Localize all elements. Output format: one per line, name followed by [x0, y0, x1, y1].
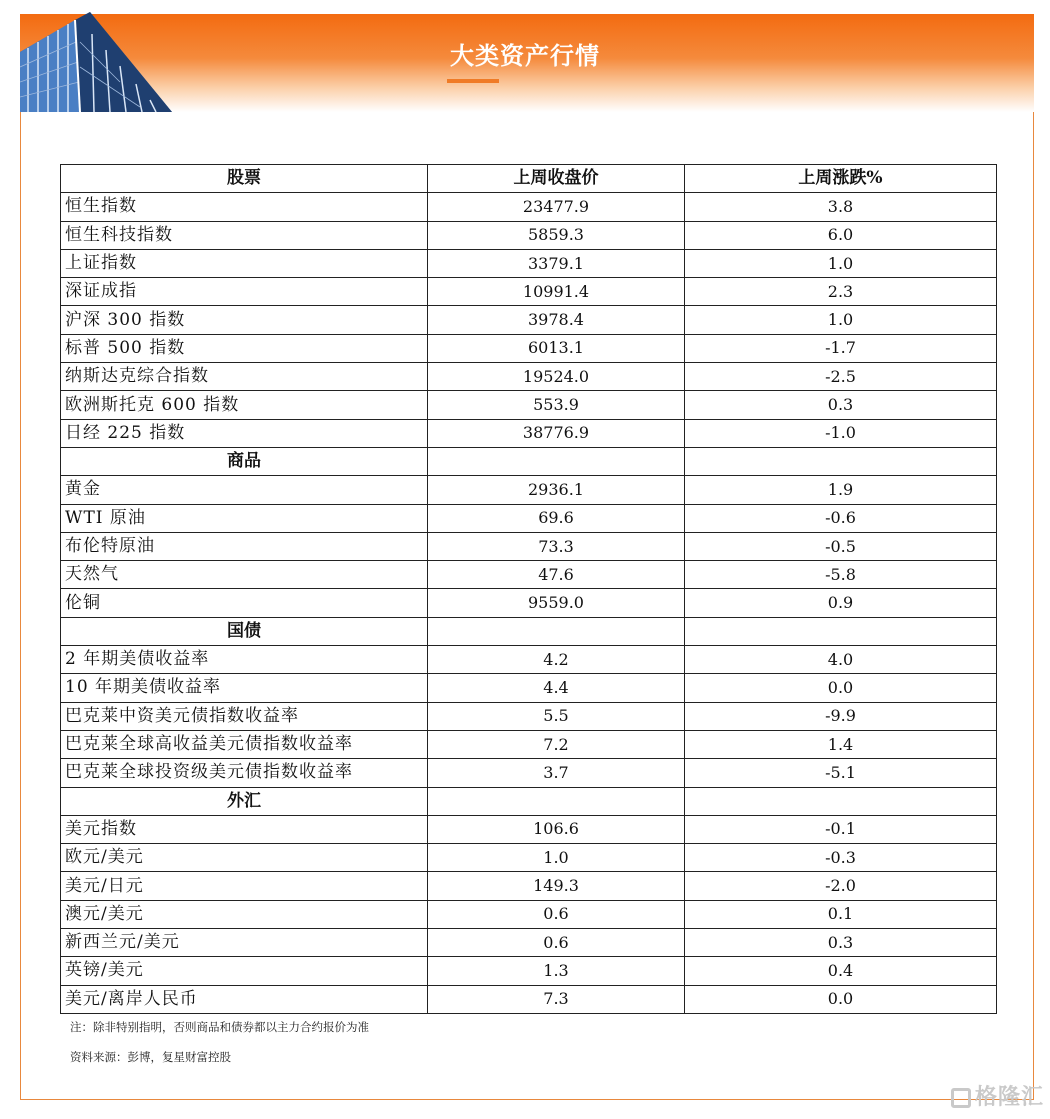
close-price: 5.5 [428, 702, 685, 730]
asset-name: 巴克莱中资美元债指数收益率 [61, 702, 428, 730]
asset-name: 巴克莱全球投资级美元债指数收益率 [61, 759, 428, 787]
category-label: 国债 [61, 617, 428, 645]
close-price: 149.3 [428, 872, 685, 900]
close-price: 2936.1 [428, 476, 685, 504]
header-close: 上周收盘价 [428, 165, 685, 193]
weekly-change: 0.4 [685, 957, 997, 985]
weekly-change: 6.0 [685, 221, 997, 249]
weekly-change: -2.0 [685, 872, 997, 900]
table-row [61, 815, 997, 843]
weekly-change: 1.0 [685, 249, 997, 277]
asset-name: 欧元/美元 [61, 844, 428, 872]
table-row [61, 674, 997, 702]
category-empty-change [685, 787, 997, 815]
asset-name: 美元/离岸人民币 [61, 985, 428, 1013]
category-label: 商品 [61, 447, 428, 475]
close-price: 7.3 [428, 985, 685, 1013]
table-row [61, 589, 997, 617]
asset-name: 巴克莱全球高收益美元债指数收益率 [61, 730, 428, 758]
weekly-change: -0.3 [685, 844, 997, 872]
asset-name: 标普 500 指数 [61, 334, 428, 362]
weekly-change: -2.5 [685, 363, 997, 391]
asset-name: 美元指数 [61, 815, 428, 843]
close-price: 106.6 [428, 815, 685, 843]
category-row [61, 617, 997, 645]
asset-name: 纳斯达克综合指数 [61, 363, 428, 391]
weekly-change: -5.8 [685, 561, 997, 589]
weekly-change: -0.5 [685, 532, 997, 560]
asset-name: 欧洲斯托克 600 指数 [61, 391, 428, 419]
asset-name: 新西兰元/美元 [61, 929, 428, 957]
title-underline [447, 79, 499, 83]
table-row [61, 872, 997, 900]
category-empty-close [428, 447, 685, 475]
table-row [61, 504, 997, 532]
close-price: 10991.4 [428, 278, 685, 306]
asset-name: 伦铜 [61, 589, 428, 617]
table-row [61, 957, 997, 985]
table-row [61, 759, 997, 787]
table-row [61, 476, 997, 504]
header-change: 上周涨跌% [685, 165, 997, 193]
asset-name: 2 年期美债收益率 [61, 646, 428, 674]
close-price: 3.7 [428, 759, 685, 787]
weekly-change: 1.0 [685, 306, 997, 334]
category-label: 外汇 [61, 787, 428, 815]
asset-name: 深证成指 [61, 278, 428, 306]
close-price: 3978.4 [428, 306, 685, 334]
category-empty-close [428, 617, 685, 645]
table-row [61, 532, 997, 560]
table-row [61, 702, 997, 730]
close-price: 38776.9 [428, 419, 685, 447]
asset-name: 布伦特原油 [61, 532, 428, 560]
close-price: 0.6 [428, 900, 685, 928]
weekly-change: 0.9 [685, 589, 997, 617]
close-price: 1.0 [428, 844, 685, 872]
page-title: 大类资产行情 [450, 42, 600, 70]
table-row [61, 193, 997, 221]
asset-name: 上证指数 [61, 249, 428, 277]
close-price: 23477.9 [428, 193, 685, 221]
close-price: 0.6 [428, 929, 685, 957]
close-price: 7.2 [428, 730, 685, 758]
footnote: 注：除非特别指明，否则商品和债券都以主力合约报价为准 [70, 1020, 369, 1034]
weekly-change: 4.0 [685, 646, 997, 674]
category-empty-close [428, 787, 685, 815]
weekly-change: -0.1 [685, 815, 997, 843]
table-row [61, 221, 997, 249]
table-row [61, 985, 997, 1013]
close-price: 3379.1 [428, 249, 685, 277]
asset-name: 天然气 [61, 561, 428, 589]
weekly-change: 0.1 [685, 900, 997, 928]
asset-table [60, 164, 997, 1014]
watermark-logo-icon [951, 1088, 971, 1108]
category-empty-change [685, 617, 997, 645]
header-stocks: 股票 [61, 165, 428, 193]
weekly-change: -1.7 [685, 334, 997, 362]
table-row [61, 278, 997, 306]
close-price: 69.6 [428, 504, 685, 532]
weekly-change: -1.0 [685, 419, 997, 447]
close-price: 19524.0 [428, 363, 685, 391]
category-row [61, 447, 997, 475]
asset-name: 恒生科技指数 [61, 221, 428, 249]
table-row [61, 363, 997, 391]
asset-name: 美元/日元 [61, 872, 428, 900]
weekly-change: -5.1 [685, 759, 997, 787]
weekly-change: -9.9 [685, 702, 997, 730]
table-row [61, 900, 997, 928]
asset-name: 沪深 300 指数 [61, 306, 428, 334]
asset-name: 10 年期美债收益率 [61, 674, 428, 702]
close-price: 9559.0 [428, 589, 685, 617]
close-price: 73.3 [428, 532, 685, 560]
watermark-text: 格隆汇 [974, 1085, 1044, 1110]
table-row [61, 646, 997, 674]
weekly-change: 0.3 [685, 391, 997, 419]
category-empty-change [685, 447, 997, 475]
close-price: 5859.3 [428, 221, 685, 249]
table-row [61, 929, 997, 957]
table-row [61, 249, 997, 277]
weekly-change: 2.3 [685, 278, 997, 306]
close-price: 553.9 [428, 391, 685, 419]
weekly-change: 0.0 [685, 985, 997, 1013]
table-row [61, 306, 997, 334]
close-price: 1.3 [428, 957, 685, 985]
weekly-change: 1.4 [685, 730, 997, 758]
table-row [61, 730, 997, 758]
table-row [61, 419, 997, 447]
table-row [61, 561, 997, 589]
asset-name: 恒生指数 [61, 193, 428, 221]
weekly-change: 1.9 [685, 476, 997, 504]
close-price: 4.4 [428, 674, 685, 702]
table-header-row [61, 165, 997, 193]
weekly-change: -0.6 [685, 504, 997, 532]
table-row [61, 391, 997, 419]
category-row [61, 787, 997, 815]
close-price: 6013.1 [428, 334, 685, 362]
close-price: 47.6 [428, 561, 685, 589]
source-note: 资料来源：彭博，复星财富控股 [70, 1050, 231, 1064]
asset-name: 英镑/美元 [61, 957, 428, 985]
weekly-change: 3.8 [685, 193, 997, 221]
asset-name: 黄金 [61, 476, 428, 504]
table-body [61, 193, 997, 1014]
asset-name: 日经 225 指数 [61, 419, 428, 447]
asset-name: WTI 原油 [61, 504, 428, 532]
close-price: 4.2 [428, 646, 685, 674]
table-row [61, 844, 997, 872]
weekly-change: 0.3 [685, 929, 997, 957]
watermark [951, 1080, 1044, 1111]
weekly-change: 0.0 [685, 674, 997, 702]
table-row [61, 334, 997, 362]
asset-name: 澳元/美元 [61, 900, 428, 928]
